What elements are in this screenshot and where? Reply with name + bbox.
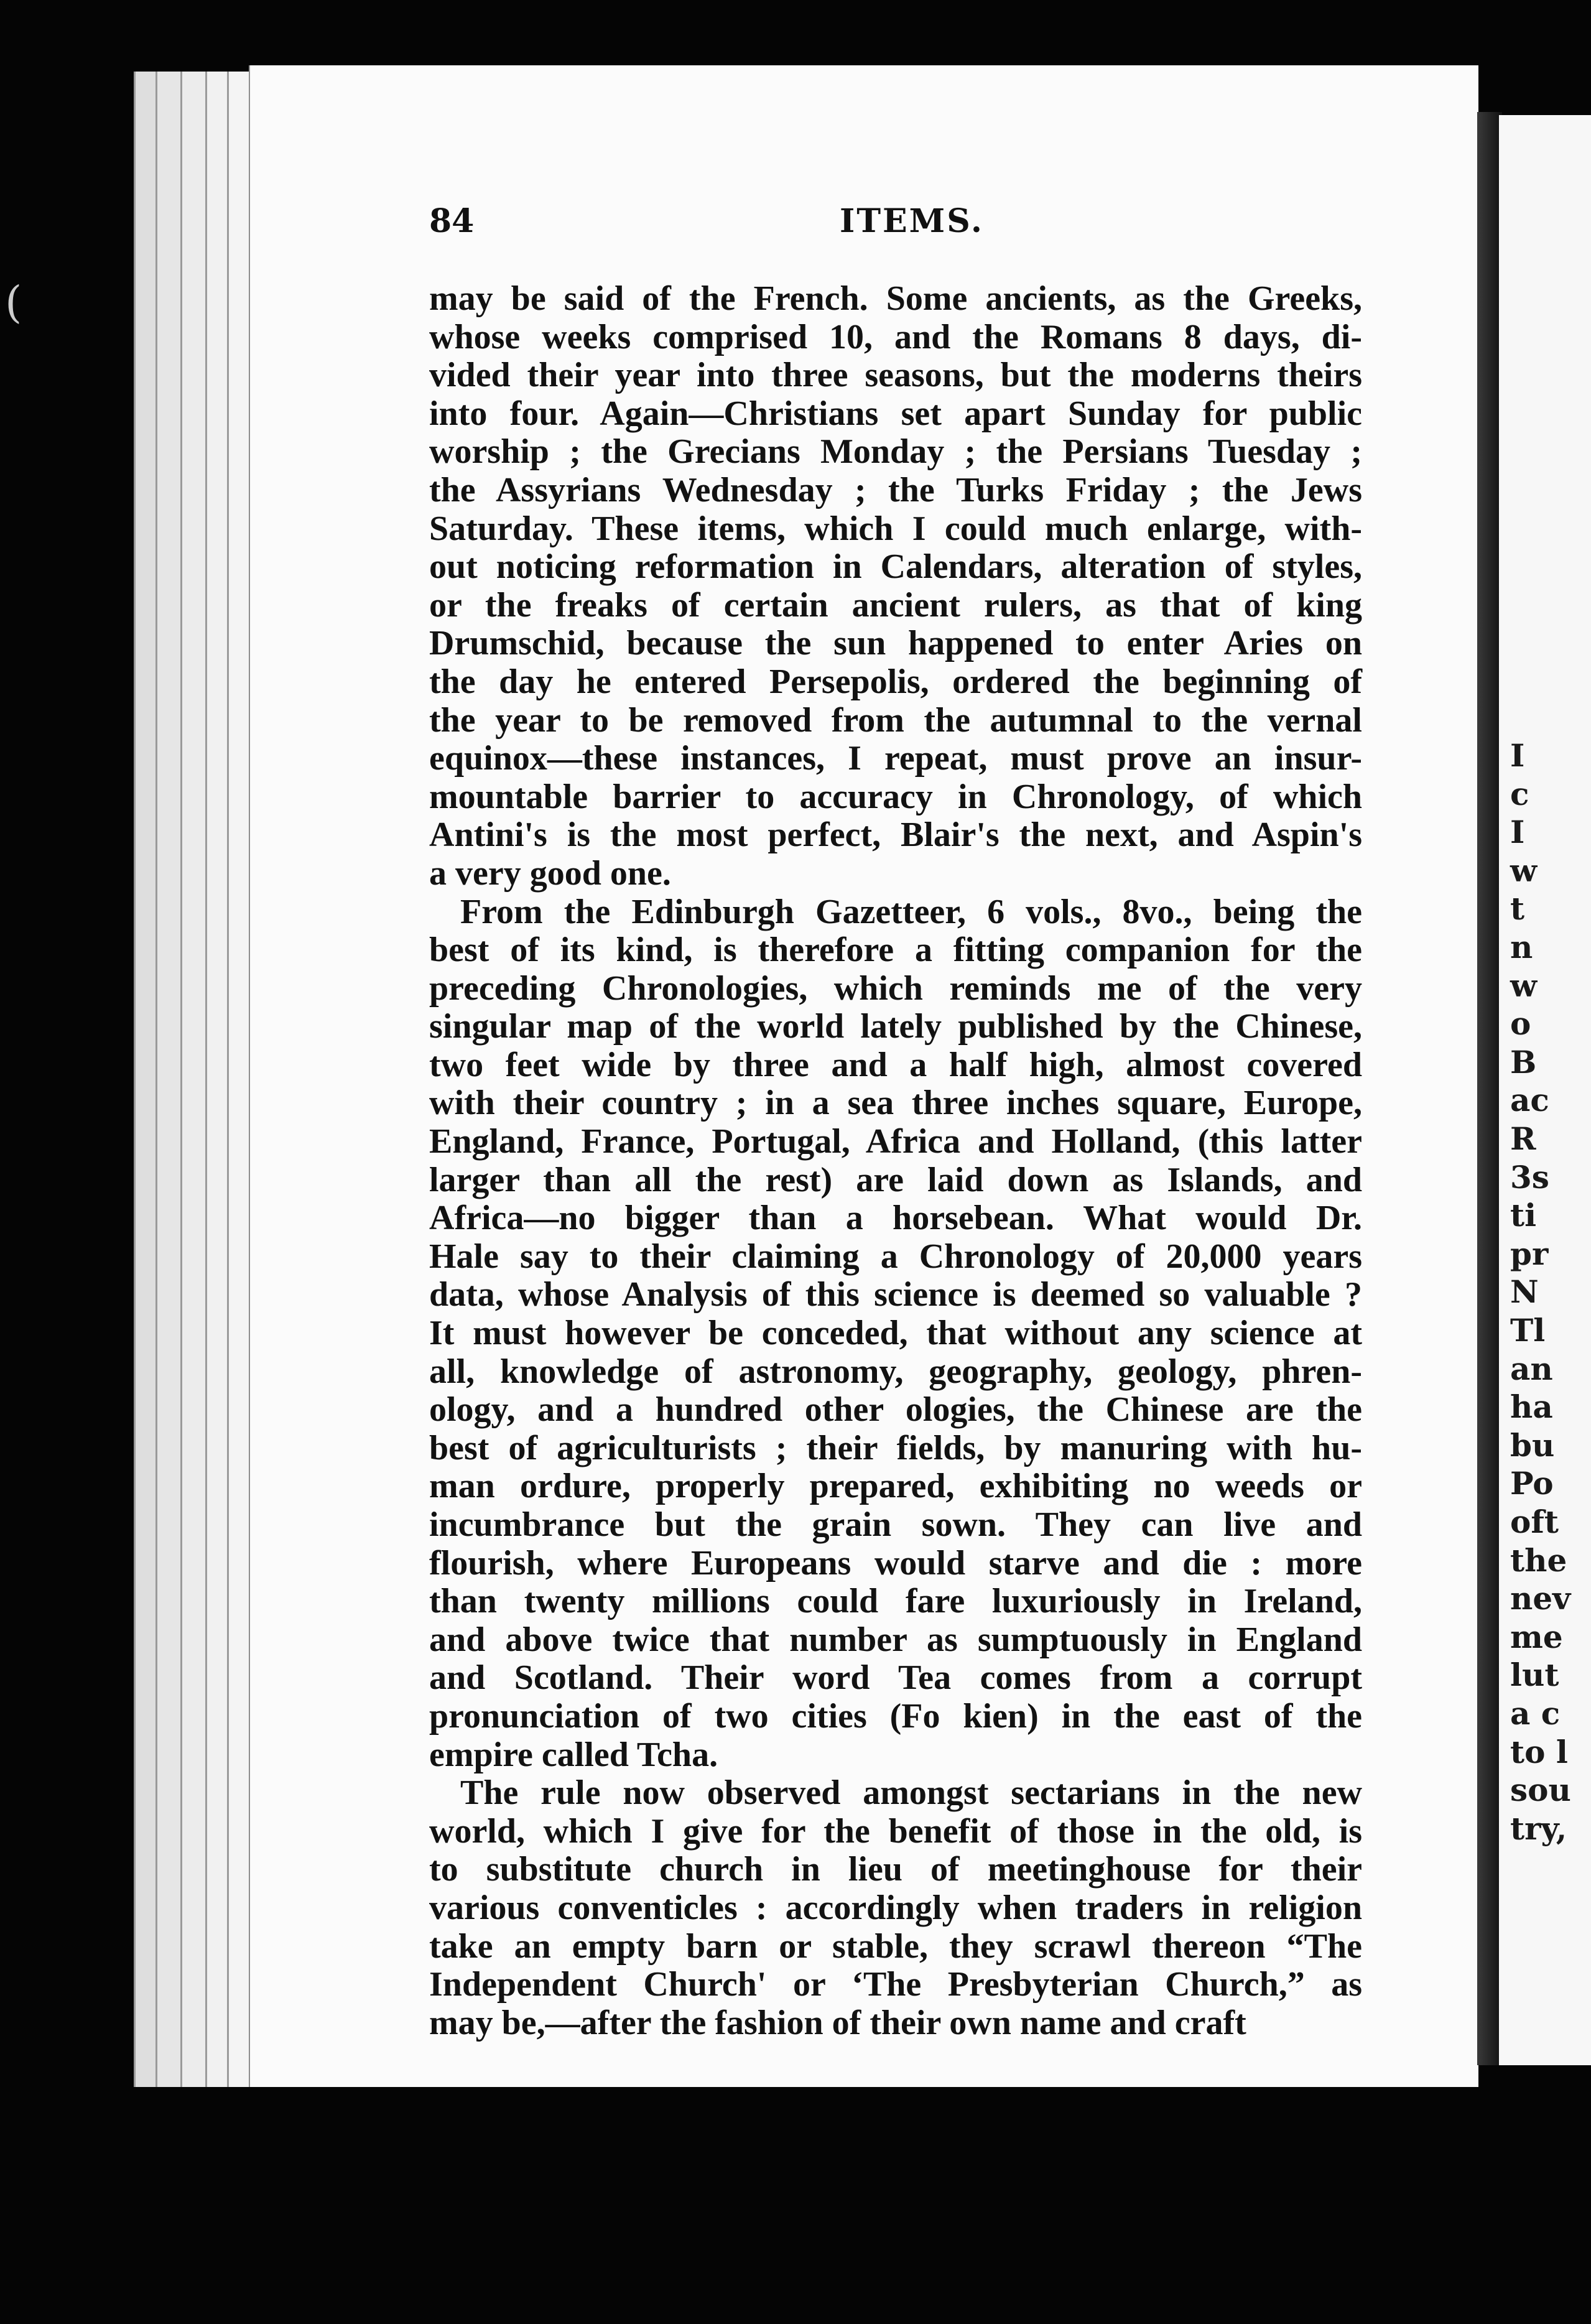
text-line: the year to be removed from the autumnal to the vernal [429, 700, 1362, 740]
text-line: to substitute church in lieu of meetinghouse for their [429, 1850, 1362, 1889]
text-line: than twenty millions could fare luxuriously in Ireland, [429, 1582, 1362, 1621]
page-number: 84 [429, 202, 475, 240]
next-page-fragment: 3s [1510, 1158, 1549, 1196]
text-line: empire called Tcha. [429, 1735, 718, 1774]
text-line: best of agriculturists ; their fields, by manuring with hu- [429, 1428, 1362, 1467]
next-page-fragment: ti [1510, 1197, 1537, 1234]
next-page-fragment: me [1510, 1618, 1563, 1655]
next-page-fragment: to l [1510, 1733, 1568, 1770]
running-head: ITEMS. [840, 202, 985, 240]
next-page-fragment: Po [1510, 1465, 1554, 1502]
next-page-edge [1499, 115, 1591, 2065]
text-line: with their country ; in a sea three inches square, Europe, [429, 1084, 1362, 1123]
text-line: England, France, Portugal, Africa and Holland, (this latter [429, 1122, 1362, 1161]
paragraph [429, 1774, 1362, 2042]
text-line: incumbrance but the grain sown. They can live and [429, 1505, 1362, 1544]
text-line: preceding Chronologies, which reminds me of the very [429, 969, 1362, 1008]
text-line: Antini's is the most perfect, Blair's the next, and Aspin's [429, 816, 1362, 855]
next-page-fragment: I [1510, 814, 1525, 851]
text-line: Hale say to their claiming a Chronology of 20,000 years [429, 1237, 1362, 1276]
text-line: singular map of the world lately published by the Chinese, [429, 1007, 1362, 1046]
next-page-fragment: o [1510, 1005, 1531, 1043]
next-page-fragment: R [1510, 1120, 1536, 1157]
next-page-fragment: c [1510, 775, 1529, 812]
next-page-fragment: n [1510, 929, 1533, 965]
text-line: From the Edinburgh Gazetteer, 6 vols., 8vo., being the [460, 892, 1362, 931]
next-page-fragment: try, [1510, 1810, 1567, 1847]
next-page-fragment: w [1510, 852, 1538, 889]
text-line: various conventicles : accordingly when traders in religion [429, 1888, 1362, 1927]
text-line: or the freaks of certain ancient rulers, as that of king [429, 585, 1362, 625]
text-line: ology, and a hundred other ologies, the Chinese are the [429, 1390, 1362, 1429]
next-page-fragment: an [1510, 1350, 1553, 1387]
next-page-fragment: ha [1510, 1388, 1553, 1426]
next-page-fragment: the [1510, 1541, 1567, 1579]
next-page-fragment: bu [1510, 1426, 1555, 1464]
text-line: may be said of the French. Some ancients, as the Greeks, [429, 279, 1362, 318]
text-line: vided their year into three seasons, but the moderns theirs [429, 356, 1362, 395]
next-page-fragment: Tl [1510, 1312, 1546, 1349]
text-line: take an empty barn or stable, they scrawl thereon “The [429, 1927, 1362, 1966]
text-line: world, which I give for the benefit of those in the old, is [429, 1811, 1362, 1851]
text-line: Drumschid, because the sun happened to enter Aries on [429, 624, 1362, 663]
text-line: pronunciation of two cities (Fo kien) in the east of the [429, 1696, 1362, 1736]
text-line: and above twice that number as sumptuously in England [429, 1620, 1362, 1659]
text-line: equinox—these instances, I repeat, must prove an insur- [429, 739, 1362, 778]
text-line: Independent Church' or ‘The Presbyterian Church,” as [429, 1965, 1362, 2004]
text-line: two feet wide by three and a half high, almost covered [429, 1045, 1362, 1084]
text-line: flourish, where Europeans would starve and die : more [429, 1543, 1362, 1583]
text-line: a very good one. [429, 853, 671, 893]
body-text [429, 280, 1362, 2042]
book-gutter [1477, 112, 1502, 2065]
paragraph [429, 893, 1362, 1775]
text-line: mountable barrier to accuracy in Chronology, of which [429, 777, 1362, 816]
next-page-fragment: oft [1510, 1504, 1559, 1540]
text-line: worship ; the Grecians Monday ; the Persians Tuesday ; [429, 432, 1362, 472]
text-line: larger than all the rest) are laid down as Islands, and [429, 1160, 1362, 1199]
text-line: may be,—after the fashion of their own name and craft [429, 2003, 1246, 2042]
text-line: best of its kind, is therefore a fitting companion for the [429, 931, 1362, 970]
next-page-fragment: N [1510, 1273, 1539, 1311]
text-line: data, whose Analysis of this science is deemed so valuable ? [429, 1275, 1362, 1314]
text-line: the day he entered Persepolis, ordered the beginning of [429, 662, 1362, 701]
text-line: out noticing reformation in Calendars, alteration of styles, [429, 547, 1362, 587]
next-page-fragment: B [1510, 1043, 1537, 1081]
next-page-fragment: ac [1510, 1082, 1549, 1119]
margin-mark: ( [5, 277, 22, 328]
next-page-fragment: I [1510, 737, 1525, 774]
next-page-fragment: pr [1510, 1235, 1549, 1272]
text-line: It must however be conceded, that without any science at [429, 1314, 1362, 1353]
text-line: man ordure, properly prepared, exhibiting no weeds or [429, 1467, 1362, 1506]
text-line: The rule now observed amongst sectarians in the new [460, 1773, 1362, 1813]
text-line: into four. Again—Christians set apart Sunday for public [429, 394, 1362, 433]
paragraph [429, 280, 1362, 893]
text-line: all, knowledge of astronomy, geography, geology, phren- [429, 1352, 1362, 1391]
text-line: whose weeks comprised 10, and the Romans 8 days, di- [429, 317, 1362, 356]
next-page-fragment: lut [1510, 1657, 1559, 1694]
next-page-fragment: sou [1510, 1772, 1571, 1809]
next-page-fragment: a c [1510, 1695, 1561, 1732]
text-line: Saturday. These items, which I could much enlarge, with- [429, 509, 1362, 548]
text-line: and Scotland. Their word Tea comes from a corrupt [429, 1658, 1362, 1698]
text-line: the Assyrians Wednesday ; the Turks Friday ; the Jews [429, 470, 1362, 509]
next-page-fragment: nev [1510, 1580, 1571, 1617]
text-line: Africa—no bigger than a horsebean. What would Dr. [429, 1199, 1362, 1238]
next-page-fragment: t [1510, 890, 1525, 927]
next-page-fragment: w [1510, 967, 1538, 1004]
